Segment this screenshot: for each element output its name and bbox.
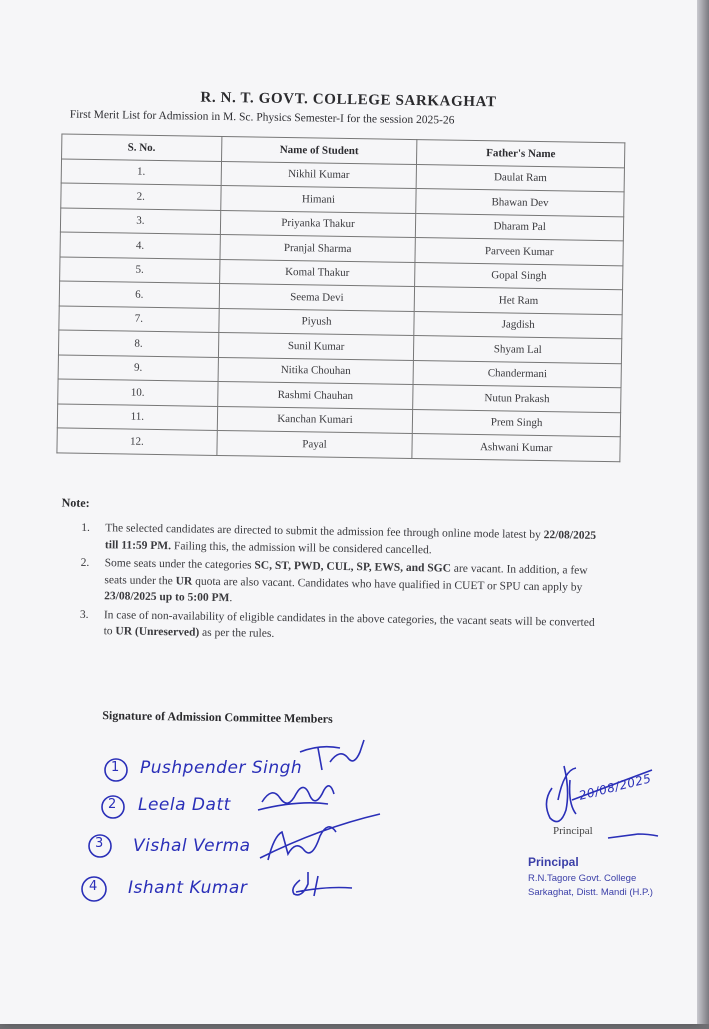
cell-sno: 9. — [58, 354, 218, 381]
column-header-father: Father's Name — [417, 140, 625, 168]
principal-stamp-college: R.N.Tagore Govt. College — [528, 873, 637, 884]
cell-sno: 1. — [61, 158, 221, 185]
note-text: Some seats under the categories — [104, 557, 255, 572]
signature-heading: Signature of Admission Committee Members — [102, 708, 333, 726]
principal-stamp-title: Principal — [528, 855, 579, 869]
cell-sno: 3. — [60, 207, 220, 234]
note-number: 3. — [79, 608, 89, 621]
cell-father: Bhawan Dev — [416, 189, 624, 217]
cell-sno: 5. — [60, 256, 220, 283]
member-name-1: Pushpender Singh — [140, 758, 303, 778]
cell-student: Kanchan Kumari — [217, 406, 413, 434]
cell-student: Nikhil Kumar — [221, 161, 417, 189]
note-number: 1. — [81, 521, 90, 534]
member-name-2: Leela Datt — [138, 795, 231, 815]
note-deadline: 22/08/2025 till 11:59 PM. — [104, 529, 597, 552]
column-header-sno: S. No. — [62, 134, 222, 161]
note-text: . — [229, 592, 233, 605]
cell-student: Piyush — [219, 308, 415, 336]
cell-student: Payal — [217, 430, 413, 458]
cell-sno: 10. — [58, 379, 218, 406]
signature-scribble-1 — [300, 740, 364, 770]
note-deadline: 23/08/2025 up to 5:00 PM — [104, 590, 230, 605]
cell-student: Nitika Chouhan — [218, 357, 414, 385]
member-num-1: 1 — [111, 760, 120, 775]
notes-heading: Note: — [61, 495, 90, 510]
cell-sno: 6. — [59, 281, 219, 308]
cell-student: Rashmi Chauhan — [217, 381, 413, 409]
cell-father: Gopal Singh — [415, 262, 623, 290]
cell-father: Dharam Pal — [416, 213, 624, 241]
cell-father: Chandermani — [413, 360, 621, 388]
cell-student: Himani — [220, 185, 416, 213]
cell-student: Priyanka Thakur — [220, 210, 416, 238]
signature-scribble-3 — [260, 814, 380, 860]
column-header-student: Name of Student — [221, 136, 417, 164]
cell-father: Parveen Kumar — [415, 238, 623, 266]
note-quota: UR — [175, 574, 193, 588]
member-name-4: Ishant Kumar — [128, 878, 248, 898]
cell-father: Het Ram — [414, 287, 622, 315]
note-categories: SC, ST, PWD, CUL, SP, EWS, and SGC — [254, 559, 452, 575]
signature-scribble-2 — [258, 786, 334, 810]
cell-sno: 11. — [57, 403, 217, 430]
member-num-4: 4 — [89, 879, 98, 894]
cell-sno: 2. — [61, 183, 221, 210]
college-title: R. N. T. GOVT. COLLEGE SARKAGHAT — [200, 89, 497, 111]
note-number: 2. — [80, 556, 90, 569]
cell-father: Shyam Lal — [414, 336, 622, 364]
principal-label: Principal — [553, 825, 593, 837]
cell-father: Prem Singh — [413, 409, 621, 437]
principal-sign-date: 20/08/2025 — [577, 771, 653, 803]
cell-father: Jagdish — [414, 311, 622, 339]
member-num-3: 3 — [95, 836, 104, 851]
cell-sno: 7. — [59, 305, 219, 332]
principal-stamp-address: Sarkaghat, Distt. Mandi (H.P.) — [528, 887, 653, 898]
note-text: The selected candidates are directed to submit the admission fee through online mode latest by — [105, 522, 544, 542]
note-text: In case of non-availability of eligible candidates in the above categories, the vacant seats will be converted to — [103, 608, 595, 638]
note-text: quota are also vacant. Candidates who have qualified in CUET or SPU can apply by — [192, 575, 583, 594]
cell-student: Seema Devi — [219, 283, 415, 311]
signature-scribble-4 — [293, 872, 352, 896]
cell-student: Komal Thakur — [219, 259, 415, 287]
cell-sno: 12. — [57, 428, 217, 455]
merit-list-subtitle: First Merit List for Admission in M. Sc. Physics Semester-I for the session 2025-26 — [69, 108, 455, 127]
cell-student: Pranjal Sharma — [220, 234, 416, 262]
note-text: Failing this, the admission will be considered cancelled. — [171, 539, 432, 556]
note-text: as per the rules. — [199, 626, 275, 640]
cell-sno: 4. — [60, 232, 220, 259]
member-name-3: Vishal Verma — [133, 836, 251, 856]
member-num-2: 2 — [108, 797, 117, 812]
cell-student: Sunil Kumar — [218, 332, 414, 360]
cell-sno: 8. — [58, 330, 218, 357]
cell-father: Nutun Prakash — [413, 385, 621, 413]
note-unreserved: UR (Unreserved) — [115, 625, 200, 639]
paper-edge-shadow — [697, 0, 709, 1024]
note-text: are vacant. In addition, a few seats under the — [104, 562, 588, 587]
cell-father: Ashwani Kumar — [412, 434, 620, 462]
cell-father: Daulat Ram — [416, 164, 624, 192]
